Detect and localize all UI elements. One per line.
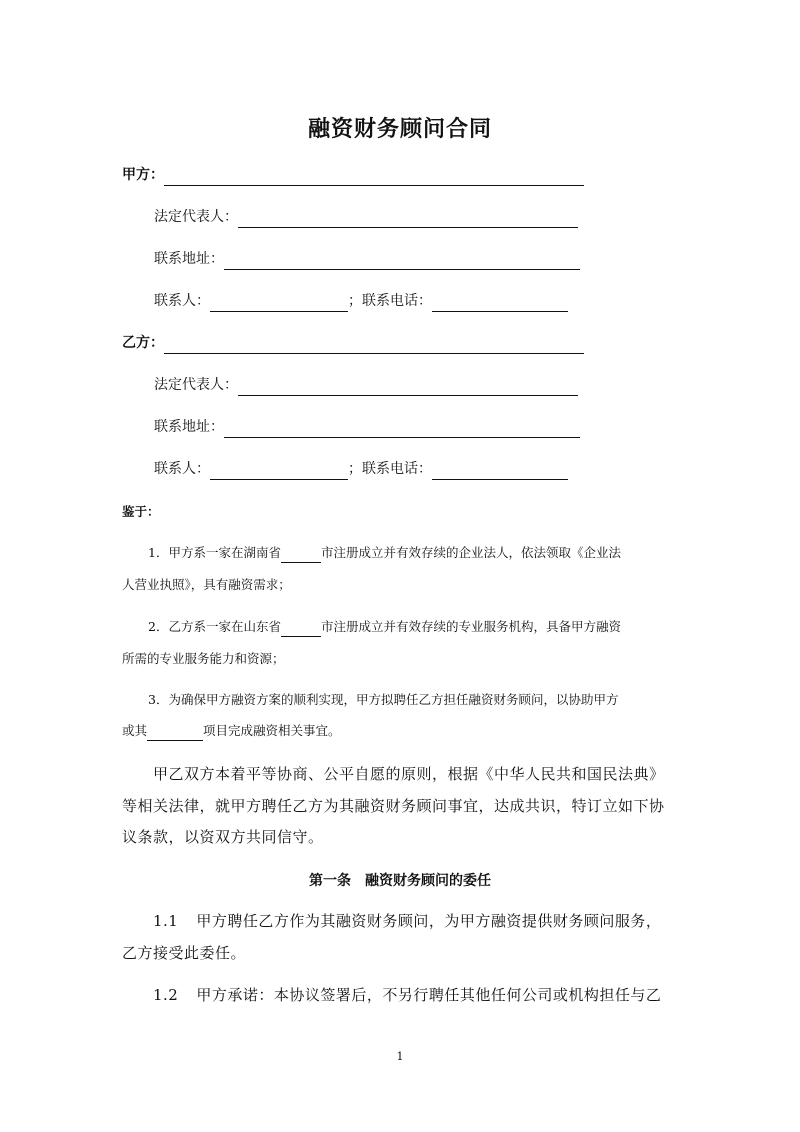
clause-1-1-line-2: 乙方接受此委任。: [122, 944, 247, 962]
recital-1-text-pre: 甲方系一家在湖南省: [168, 545, 281, 560]
recital-2-line-1: [148, 617, 621, 637]
recital-1-city-blank: [281, 548, 321, 563]
recital-3-text-post: 项目完成融资相关事宜。: [203, 723, 341, 738]
party-a-separator: ；: [348, 293, 362, 309]
recital-2-text-pre: 乙方系一家在山东省: [168, 619, 281, 634]
party-b-name-blank: [164, 337, 584, 354]
recital-2-number: 2．: [148, 619, 169, 634]
document-title: 融资财务顾问合同: [307, 116, 492, 142]
recital-3-line-1: [148, 690, 618, 710]
party-a-phone-label: 联系电话：: [362, 293, 432, 309]
recital-2-line-2: 所需的专业服务能力和资源；: [122, 651, 285, 666]
party-b-contact-row: [154, 458, 568, 480]
party-b-legal-rep-blank: [238, 379, 578, 396]
recital-3-project-blank: [147, 726, 203, 741]
party-b-contact-label: 联系人：: [154, 461, 210, 477]
party-a-contact-row: [154, 290, 568, 312]
party-a-row: [122, 164, 584, 186]
recital-1-number: 1．: [148, 545, 169, 560]
party-a-name-blank: [164, 169, 584, 186]
party-b-phone-label: 联系电话：: [362, 461, 432, 477]
recital-1-line-2: 人营业执照》，具有融资需求；: [122, 577, 291, 592]
preamble-line-3: 议条款，以资双方共同信守。: [122, 828, 324, 846]
party-b-row: [122, 332, 584, 354]
party-a-contact-label: 联系人：: [154, 293, 210, 309]
clause-1-1-text: 甲方聘任乙方作为其融资财务顾问，为甲方融资提供财务顾问服务，: [196, 912, 662, 930]
party-a-legal-rep-label: 法定代表人：: [154, 209, 238, 225]
clause-1-2-text: 甲方承诺：本协议签署后，不另行聘任其他任何公司或机构担任与乙: [196, 986, 662, 1004]
recital-3-text-pre: 或其: [122, 723, 148, 738]
party-b-address-row: [154, 416, 580, 438]
party-a-address-label: 联系地址：: [154, 251, 224, 267]
clause-1-1-line-1: [153, 910, 661, 932]
whereas-label: 鉴于：: [122, 504, 160, 519]
party-b-legal-rep-label: 法定代表人：: [154, 377, 238, 393]
preamble-line-1: 甲乙双方本着平等协商、公平自愿的原则，根据《中华人民共和国民法典》: [153, 765, 665, 783]
clause-1-1-number: 1.1: [153, 912, 179, 930]
party-b-label: 乙方：: [122, 335, 164, 351]
party-a-contact-blank: [210, 295, 348, 312]
recital-3-text: 为确保甲方融资方案的顺利实现，甲方拟聘任乙方担任融资财务顾问，以协助甲方: [168, 692, 619, 707]
recital-1-line-1: [148, 543, 621, 563]
recital-3-number: 3．: [148, 692, 169, 707]
recital-2-city-blank: [281, 622, 321, 637]
page-number: 1: [396, 1050, 404, 1063]
party-b-address-blank: [224, 421, 580, 438]
clause-1-2-line-1: [153, 984, 661, 1006]
party-a-label: 甲方：: [122, 167, 164, 183]
party-b-phone-blank: [432, 463, 568, 480]
recital-1-text-post: 市注册成立并有效存续的企业法人，依法领取《企业法: [320, 545, 621, 560]
party-b-legal-rep-row: [154, 374, 578, 396]
party-b-contact-blank: [210, 463, 348, 480]
party-a-legal-rep-row: [154, 206, 578, 228]
party-a-address-blank: [224, 253, 580, 270]
recital-2-text-post: 市注册成立并有效存续的专业服务机构，具备甲方融资: [320, 619, 621, 634]
party-a-phone-blank: [432, 295, 568, 312]
party-a-address-row: [154, 248, 580, 270]
recital-3-line-2: [122, 721, 341, 741]
article-1-heading: 第一条 融资财务顾问的委任: [309, 873, 491, 889]
party-b-separator: ；: [348, 461, 362, 477]
clause-1-2-number: 1.2: [153, 986, 179, 1004]
party-a-legal-rep-blank: [238, 211, 578, 228]
preamble-line-2: 等相关法律，就甲方聘任乙方为其融资财务顾问事宜，达成共识，特订立如下协: [122, 797, 665, 815]
party-b-address-label: 联系地址：: [154, 419, 224, 435]
